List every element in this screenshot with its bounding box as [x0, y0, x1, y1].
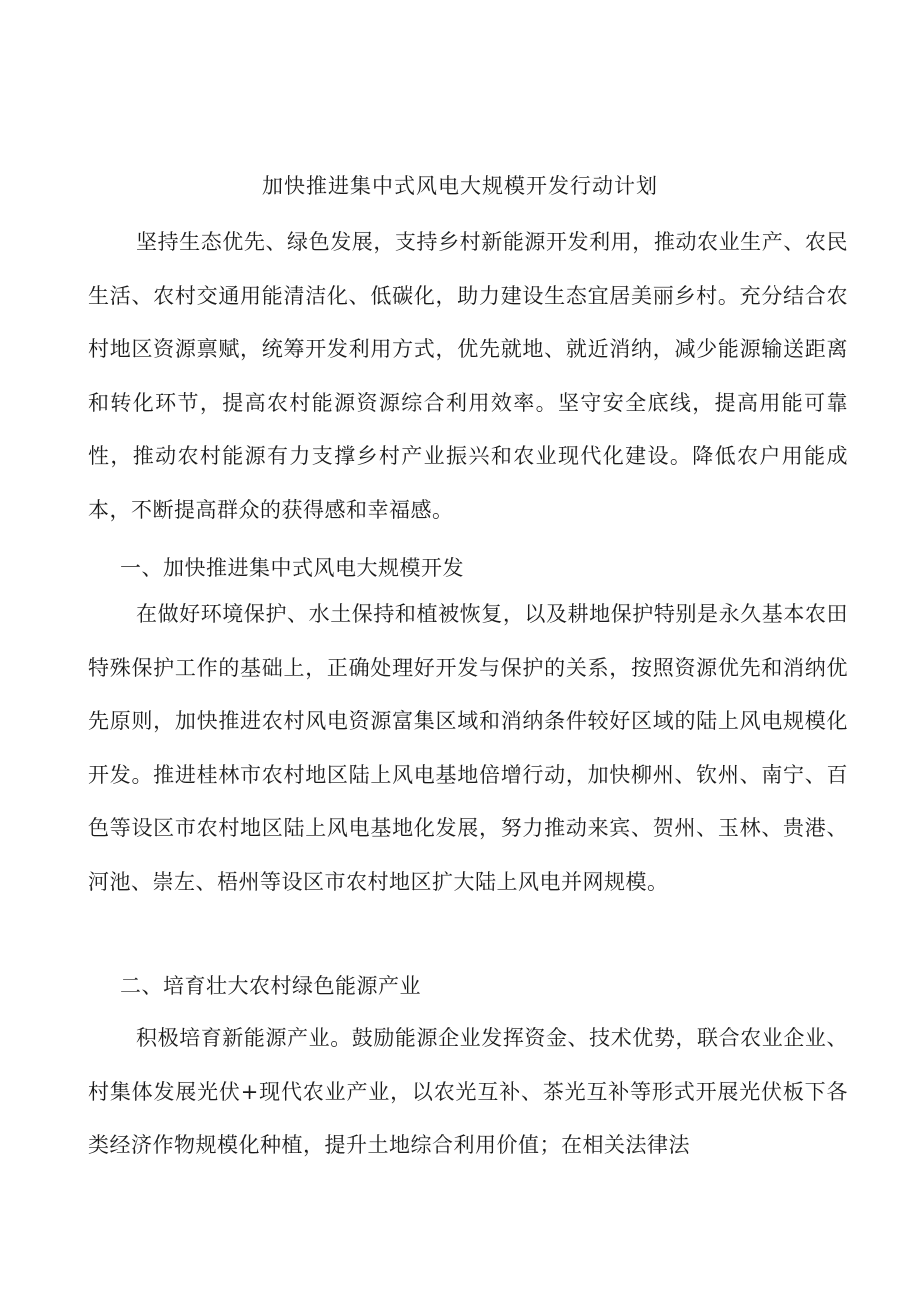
section-body-1: 在做好环境保护、水土保持和植被恢复，以及耕地保护特别是永久基本农田特殊保护工作的基础上，正确处理好开发与保护的关系，按照资源优先和消纳优先原则，加快推进农村风电资源富集区域和消纳条件较好区域的陆上风电规模化开发。推进桂林市农村地区陆上风电基地倍增行动，加快柳州、钦州、南宁、百色等设区市农村地区陆上风电基地化发展，努力推动来宾、贺州、玉林、贵港、河池、崇左、梧州等设区市农村地区扩大陆上风电并网规模。	[88, 602, 848, 894]
intro-paragraph: 坚持生态优先、绿色发展，支持乡村新能源开发利用，推动农业生产、农民生活、农村交通用能清洁化、低碳化，助力建设生态宜居美丽乡村。充分结合农村地区资源禀赋，统筹开发利用方式，优先就地、就近消纳，减少能源输送距离和转化环节，提高农村能源资源综合利用效率。坚守安全底线，提高用能可靠性，推动农村能源有力支撑乡村产业振兴和农业现代化建设。降低农户用能成本，不断提高群众的获得感和幸福感。	[88, 230, 848, 522]
document-title: 加快推进集中式风电大规模开发行动计划	[262, 174, 658, 198]
section-body-2: 积极培育新能源产业。鼓励能源企业发挥资金、技术优势，联合农业企业、村集体发展光伏+现代农业产业，以农光互补、茶光互补等形式开展光伏板下各类经济作物规模化种植，提升土地综合利用价值；在相关法律法	[88, 1026, 848, 1157]
section-heading-1: 一、加快推进集中式风电大规模开发	[120, 556, 464, 580]
section-heading-2: 二、培育壮大农村绿色能源产业	[120, 974, 421, 998]
